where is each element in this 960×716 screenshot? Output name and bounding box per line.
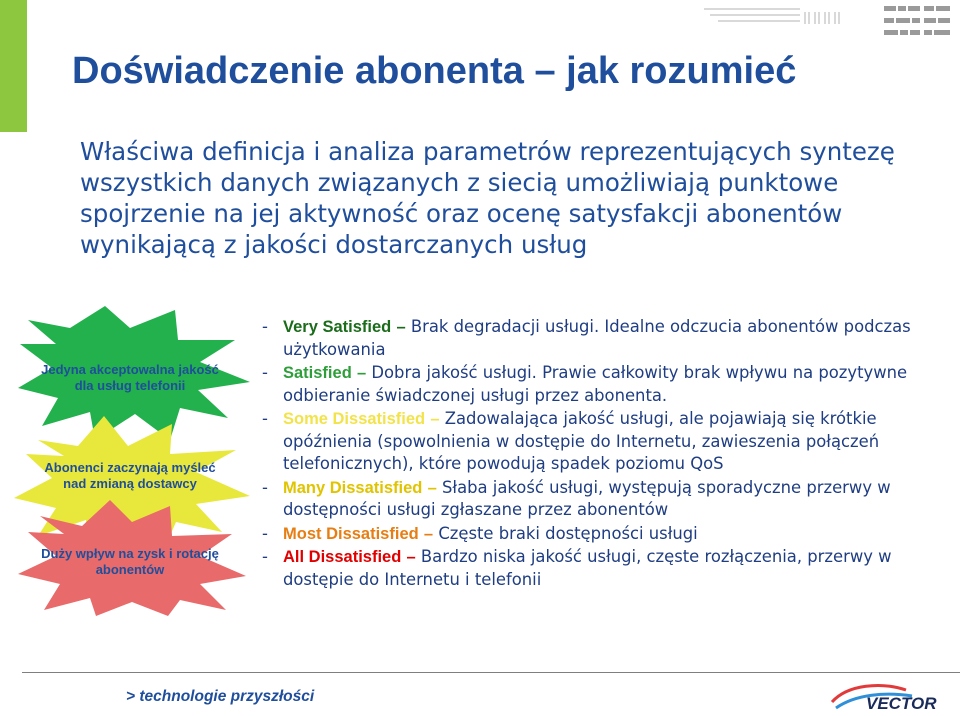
level-item: - Most Dissatisfied – Częste braki dostępności usługi [262,523,698,543]
vector-logo [826,680,958,714]
satisfaction-levels-list [262,316,922,592]
level-label: Some Dissatisfied [283,410,426,428]
level-item: - All Dissatisfied – Bardzo niska jakość usługi, częste rozłączenia, przerwy w dostępie do Internetu i telefonii [262,547,892,589]
level-separator: – [396,318,406,336]
level-label: Satisfied [283,364,352,382]
star-label-1: Jedyna akceptowalna jakość dla usług telefonii [41,362,219,393]
level-separator: – [357,364,367,382]
corner-pattern-logo [704,4,954,48]
level-item: - Satisfied – Dobra jakość usługi. Prawie całkowity brak wpływu na pozytywne odbieranie świadczonej usługi przez abonenta. [262,363,908,405]
level-separator: – [406,548,416,566]
slide-title: Doświadczenie abonenta – jak rozumieć [72,50,797,92]
star-label-3: Duży wpływ na zysk i rotację abonentów [41,546,219,577]
level-description: Częste braki dostępności usługi [438,523,698,543]
level-description: Bardzo niska jakość usługi, częste rozłączenia, przerwy w dostępie do Internetu i telefonii [283,547,892,589]
level-separator: – [423,524,434,543]
level-label: All Dissatisfied [283,548,402,566]
star-label-2: Abonenci zaczynają myśleć nad zmianą dostawcy [44,460,216,491]
level-item: - Some Dissatisfied – Zadowalająca jakość usługi, ale pojawiają się krótkie opóźnienia (spowolnienia w dostępie do Internetu, zawieszenia połączeń telefonicznych), które powodują spadek poziomu QoS [262,409,880,473]
level-description: Dobra jakość usługi. Prawie całkowity brak wpływu na pozytywne odbieranie świadczonej usługi przez abonenta. [283,363,908,405]
level-label: Most Dissatisfied [283,524,419,543]
level-separator: – [427,478,437,497]
satisfaction-stars [0,300,260,620]
level-label: Very Satisfied [283,318,392,336]
level-description: Zadowalająca jakość usługi, ale pojawiają się krótkie opóźnienia (spowolnienia w dostępie do Internetu, zawieszenia połączeń telefonicznych), które powodują spadek poziomu QoS [283,409,880,473]
level-label: Many Dissatisfied [283,478,423,497]
intro-paragraph: Właściwa definicja i analiza parametrów reprezentujących syntezę wszystkich danych związanych z siecią umożliwiają punktowe spojrzenie na jej aktywność oraz ocenę satysfakcji abonentów wynikającą z jakości dostarczanych usług [80,137,895,259]
svg-text:VECTOR: VECTOR [866,694,937,713]
accent-bar [0,0,27,132]
level-description: Słaba jakość usługi, występują sporadyczne przerwy w dostępności usługi zgłaszane przez abonentów [283,477,891,519]
footer-divider [22,672,960,673]
footer-tagline: > technologie przyszłości [126,688,315,705]
level-separator: – [430,410,440,428]
level-item: - Very Satisfied – Brak degradacji usługi. Idealne odczucia abonentów podczas użytkowania [262,317,911,359]
level-item: - Many Dissatisfied – Słaba jakość usługi, występują sporadyczne przerwy w dostępności usługi zgłaszane przez abonentów [262,477,891,519]
level-description: Brak degradacji usługi. Idealne odczucia abonentów podczas użytkowania [283,317,911,359]
